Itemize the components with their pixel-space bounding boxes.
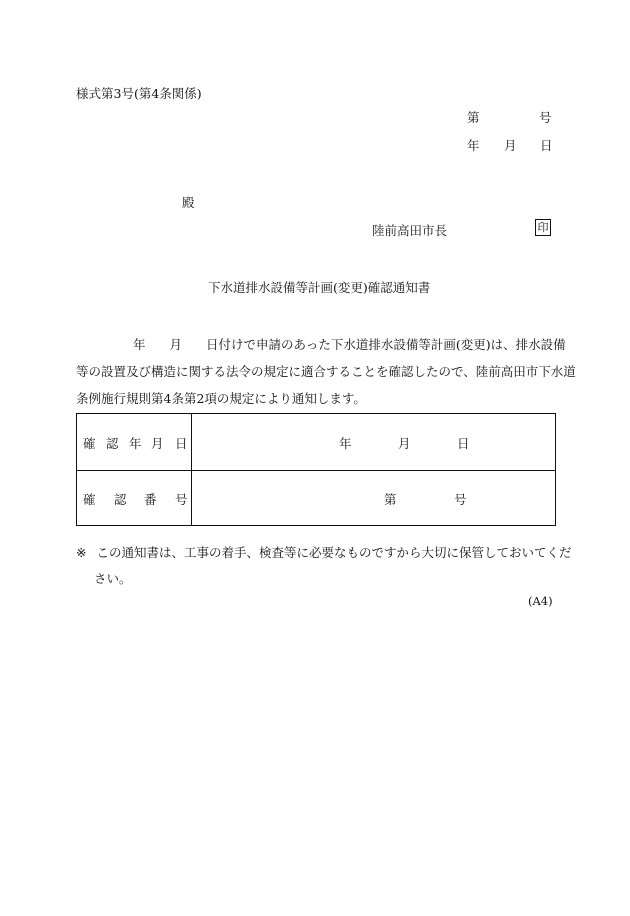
paper-size-label: (A4) [528, 594, 553, 608]
body-line-1 [76, 332, 566, 359]
note-text-1: この通知書は、工事の着手、検査等に必要なものですから大切に保管しておいてくだ [96, 545, 572, 560]
body-year: 年 [133, 337, 146, 352]
label-char: 年 [129, 436, 142, 451]
confirmation-number-suffix: 号 [454, 492, 467, 507]
seal-mark: 印 [535, 219, 551, 236]
issue-date-year: 年 [467, 138, 480, 153]
table-row-confirmation-number [77, 470, 555, 526]
label-char: 認 [114, 492, 127, 507]
label-char: 番 [144, 492, 157, 507]
label-char: 号 [175, 492, 188, 507]
document-title: 下水道排水設備等計画(変更)確認通知書 [208, 280, 431, 295]
label-char: 確 [83, 436, 96, 451]
table-row-confirmation-date [77, 414, 555, 471]
confirmation-date-month: 月 [398, 436, 411, 451]
document-number-suffix: 号 [539, 110, 552, 125]
body-line-2: 等の設置及び構造に関する法令の規定に適合することを確認したので、陸前高田市下水道 [76, 363, 576, 379]
issue-date-month: 月 [504, 138, 517, 153]
form-number: 様式第3号(第4条関係) [76, 86, 202, 101]
confirmation-date-day: 日 [457, 436, 470, 451]
addressee-suffix: 殿 [182, 195, 195, 210]
confirmation-table [76, 413, 556, 526]
note-line-2: さい。 [94, 571, 132, 586]
issuer-name: 陸前高田市長 [372, 223, 448, 238]
note-line-1 [76, 543, 572, 561]
body-paragraph [76, 332, 576, 412]
issue-date-day: 日 [540, 138, 553, 153]
confirmation-date-year: 年 [339, 436, 352, 451]
confirmation-number-prefix: 第 [384, 492, 397, 507]
label-char: 日 [175, 436, 188, 451]
document-number-prefix: 第 [467, 110, 480, 125]
label-char: 月 [151, 436, 164, 451]
label-char: 認 [106, 436, 119, 451]
body-line-3: 条例施行規則第4条第2項の規定により通知します。 [76, 390, 366, 406]
body-line-1-text: 日付けで申請のあった下水道排水設備等計画(変更)は、排水設備 [206, 337, 566, 352]
label-char: 確 [83, 492, 96, 507]
body-month: 月 [169, 337, 183, 352]
note-mark: ※ [76, 545, 87, 560]
